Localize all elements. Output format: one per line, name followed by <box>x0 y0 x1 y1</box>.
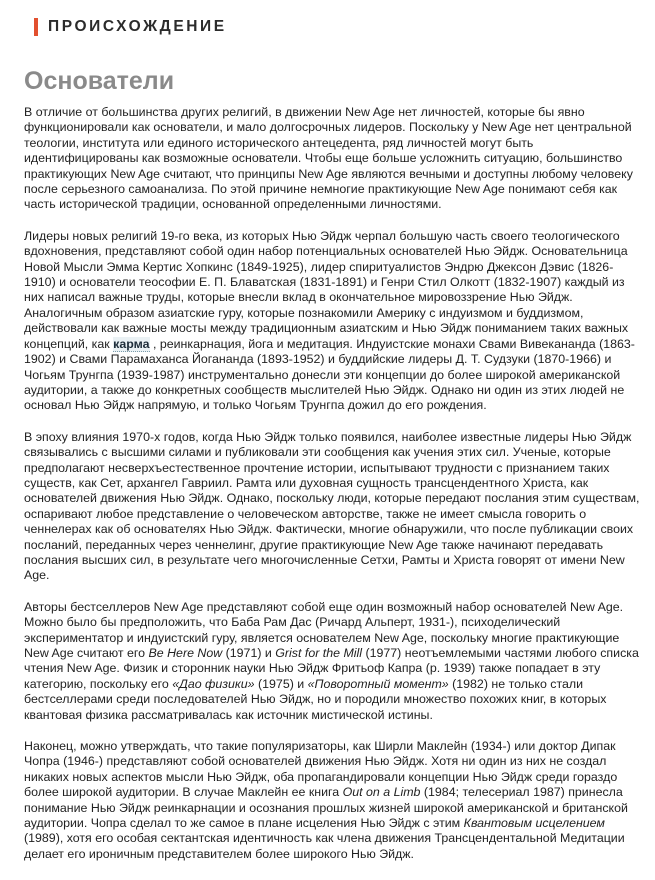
paragraph-5-part-1: Наконец, можно утверждать, что такие популяризаторы, как Ширли Маклейн (1934-) или доктор Дипак Чопра (1946-) представляют собой основателей движения Нью Эйдж. Хотя ни один из них не создал никаких новых аспектов мысли Нью Эйдж, оба пропагандировали концепции Нью Эйдж среди гораздо более широкой аудитории. В случае Маклейн ее книга <box>24 739 618 800</box>
section-header <box>22 14 640 40</box>
paragraph-3: В эпоху влияния 1970-х годов, когда Нью Эйдж только появился, наиболее известные лидеры Нью Эйдж связывались с высшими силами и публиковали эти сообщения как учения этих сил. Ученые, которые предполагают несверхъестественное прочтение истории, испытывают трудности с признанием таких существ, как Сет, архангел Гавриил. Рамта или духовная сущность трансцендентного Христа, как основателей движения Нью Эйдж. Однако, поскольку люди, которые передают послания этим существам, оспаривают любое представление о человеческом авторстве, также не имеет смысла говорить о ченнелерах как об основателях Нью Эйдж. Фактически, многие обнаружили, что после публикации своих посланий, переданных через ченнелинг, другие практикующие New Age также начинают передавать послания высших сил, в результате чего многочисленные Сетхи, Рамты и Христа говорят от имени New Age. <box>24 429 640 583</box>
karma-term-link[interactable]: карма <box>113 336 150 351</box>
book-title-grist-for-the-mill: Grist for the Mill <box>275 646 363 660</box>
book-title-quantum-healing: Квантовым исцелением <box>463 816 605 831</box>
page-title: Основатели <box>24 67 175 95</box>
paragraph-5-part-2: (1984; телесериал 1987) принесла понимание Нью Эйдж реинкарнации и осознания прошлых жизней широкой американской и британской аудитории. Чопра сделал то же самое в плане исцеления Нью Эйдж с этим <box>24 785 628 831</box>
paragraph-2 <box>24 229 640 414</box>
book-title-be-here-now: Be Here Now <box>148 646 223 660</box>
paragraph-2-text-before: Лидеры новых религий 19-го века, из которых Нью Эйдж черпал большую часть своего теологического вдохновения, представляют собой один набор потенциальных основателей Нью Эйдж. Основательница Новой Мысли Эмма Кертис Хопкинс (1849-1925), лидер спиритуалистов Эндрю Джексон Дэвис (1826-1910) и основатели теософии Е. П. Блаватская (1831-1891) и Генри Стил Олкотт (1832-1907) каждый из них написал важные труды, которые внесли вклад в окончательное мировоззрение Нью Эйдж. Аналогичным образом азиатские гуру, которые познакомили Америку с индуизмом и буддизмом, действовали как важные мосты между традиционным азиатским и Нью Эйдж пониманием таких важных концепций, как <box>24 228 629 351</box>
paragraph-4-part-3: (1977) неотъемлемыми частями любого списка чтения New Age. Физик и сторонник науки Нью Эйдж Фритьоф Капра (р. 1939) также попадает в эту категорию, поскольку его <box>24 646 639 691</box>
paragraph-2-text-after: , реинкарнация, йога и медитация. Индуистские монахи Свами Вивекананда (1863-1902) и Свами Парамаханса Йогананда (1893-1952) и буддийские лидеры Д. Т. Судзуки (1870-1966) и Чогьям Трунгпа (1939-1987) инструментально донесли эти концепции до более широкой американской аудитории, а также до конкретных сообществ мыслителей Нью Эйдж. Однако ни один из этих людей не основал Нью Эйдж напрямую, и только Чогьям Трунгпа дожил до его рождения. <box>24 336 635 413</box>
paragraph-1: В отличие от большинства других религий, в движении New Age нет личностей, которые бы явно функционировали как основатели, и мало долгосрочных лидеров. Поскольку у New Age нет центральной теологии, института или единого исторического антецедента, ряд личностей могут быть идентифицированы как возможные основатели. Чтобы еще больше усложнить ситуацию, большинство практикующих New Age считают, что принципы New Age являются вечными и доступны любому человеку после серьезного самоанализа. По этой причине немногие практикующие New Age понимают себя как часть исторической традиции, основанной определенными личностями. <box>24 105 633 212</box>
section-label: ПРОИСХОЖДЕНИЕ <box>48 18 227 35</box>
book-title-tao-of-physics: «Дао физики» <box>172 676 255 691</box>
paragraph-5 <box>24 739 640 862</box>
book-title-out-on-a-limb: Out on a Limb <box>342 785 421 800</box>
paragraph-5-part-3: (1989), хотя его особая сектантская идентичность как члена движения Трансцендентальной Медитации делает его ироничным представителем более широкого Нью Эйдж. <box>24 831 625 861</box>
paragraph-4-part-2: (1971) и <box>222 646 276 660</box>
book-title-turning-point: «Поворотный момент» <box>307 676 449 691</box>
paragraph-4-part-1: Авторы бестселлеров New Age представляют собой еще один возможный набор основателей New Age. Можно было бы предположить, что Баба Рам Дас (Ричард Альперт, 1931-), психоделический экспериментатор и индуистский гуру, является основателем New Age, поскольку многие практикующие New Age считают его <box>24 599 624 660</box>
paragraph-4-part-5: (1982) не только стали бестселлерами среди последователей Нью Эйдж, но и породили множество похожих книг, в которых квантовая физика рассматривалась как источник мистической истины. <box>24 676 607 722</box>
paragraph-4 <box>24 600 640 723</box>
section-accent-bar <box>34 18 38 36</box>
paragraph-4-part-4: (1975) и <box>254 676 308 691</box>
article <box>22 14 640 862</box>
